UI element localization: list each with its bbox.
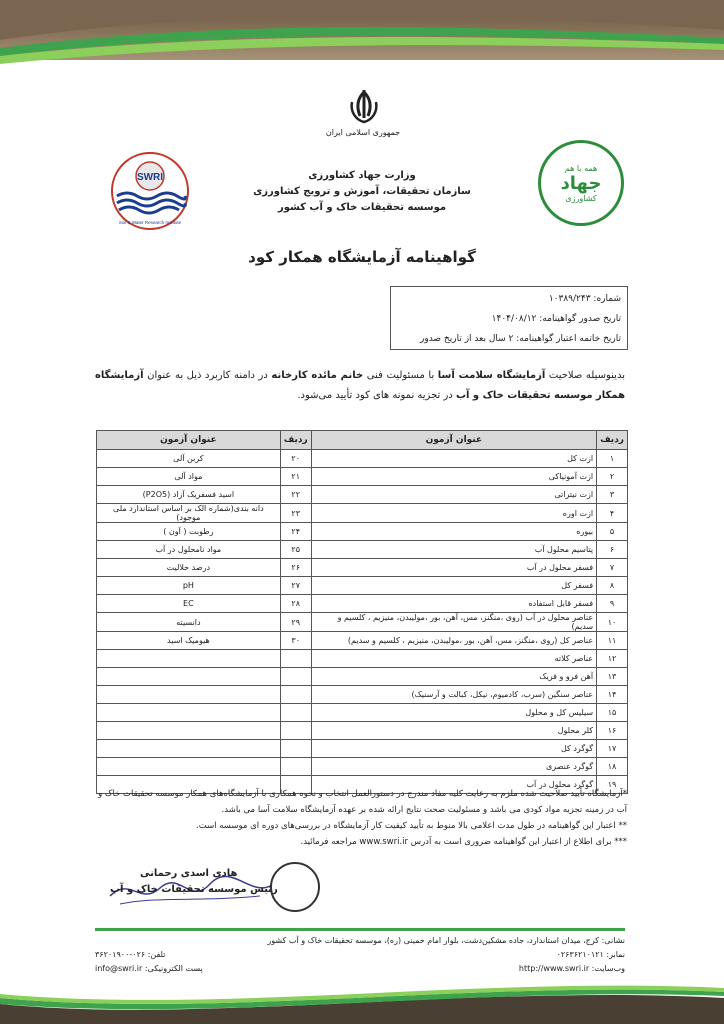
row-number: ۲۰: [280, 450, 311, 468]
ministry-line: وزارت جهاد کشاورزی: [308, 170, 416, 181]
footer-phone: تلفن: ۰۲۶-۳۶۲۰۱۹۰۰: [95, 950, 166, 959]
row-number: [280, 740, 311, 758]
row-number: ۱۲: [597, 650, 628, 668]
swri-logo-icon: [105, 146, 195, 236]
row-number: [280, 650, 311, 668]
table-row: [97, 668, 628, 686]
test-title: دانسیته: [97, 613, 281, 632]
test-title: رطوبت ( آون ): [97, 523, 281, 541]
test-title: pH: [97, 577, 281, 595]
table-row: [97, 704, 628, 722]
signatory-name: هادی اسدی رحمانی: [140, 868, 238, 879]
row-number: ۵: [597, 523, 628, 541]
table-row: [97, 450, 628, 468]
lab-role: آزمایشگاه همکار موسسه تحقیقات خاک و آب: [95, 370, 625, 401]
row-number: ۲۵: [280, 541, 311, 559]
test-title: فسفر کل: [311, 577, 596, 595]
certification-paragraph: [95, 366, 625, 406]
footer-fax: نمابر: ۰۲۶۳۶۲۱۰۱۲۱: [556, 950, 625, 959]
jahad-keshavarzi-logo-icon: [538, 140, 624, 226]
test-title: درصد حلالیت: [97, 559, 281, 577]
test-title: [97, 686, 281, 704]
row-number: ۲۸: [280, 595, 311, 613]
jahad-logo-main: جهاد: [560, 172, 602, 194]
row-number: [280, 668, 311, 686]
test-title: فسفر قابل استفاده: [311, 595, 596, 613]
table-row: [97, 577, 628, 595]
table-row: [97, 650, 628, 668]
technical-manager: خانم مائده کارخانه: [271, 370, 364, 381]
table-row: [97, 559, 628, 577]
row-number: ۶: [597, 541, 628, 559]
test-title: [97, 668, 281, 686]
test-title: [97, 650, 281, 668]
row-number: ۱۱: [597, 632, 628, 650]
certificate-info-box: [390, 286, 628, 350]
row-number: [280, 722, 311, 740]
table-row: [97, 740, 628, 758]
row-number: ۳۰: [280, 632, 311, 650]
footer-email[interactable]: پست الکترونیکی: info@swri.ir: [95, 964, 203, 973]
test-title: EC: [97, 595, 281, 613]
row-number: ۴: [597, 504, 628, 523]
row-number: ۹: [597, 595, 628, 613]
row-number: ۱۰: [597, 613, 628, 632]
swri-logo-subtext: Soil & Water Research Institute: [118, 220, 182, 225]
ministry-line: موسسه تحقیقات خاک و آب کشور: [277, 202, 447, 213]
test-title: گوگرد عنصری: [311, 758, 596, 776]
row-number: ۲۳: [280, 504, 311, 523]
note-item: ** اعتبار این گواهینامه در طول مدت اعلامی بالا منوط به تأیید کیفیت کار آزمایشگاه در بررسی‌های دوره ای موسسه است.: [196, 821, 627, 831]
test-title: گوگرد کل: [311, 740, 596, 758]
para-text: در دامنه کاربرد ذیل به عنوان: [143, 370, 272, 381]
test-title: مواد آلی: [97, 468, 281, 486]
row-number: ۷: [597, 559, 628, 577]
certificate-title: گواهینامه آزمایشگاه همکار کود: [248, 248, 476, 266]
issue-date: تاریخ صدور گواهینامه: ۱۴۰۴/۰۸/۱۲: [491, 314, 621, 324]
table-row: [97, 541, 628, 559]
row-number: ۱۸: [597, 758, 628, 776]
test-title: پتاسیم محلول آب: [311, 541, 596, 559]
test-title: اسید فسفریک آزاد (P2O5): [97, 486, 281, 504]
table-row: [97, 595, 628, 613]
test-title: مواد نامحلول در آب: [97, 541, 281, 559]
test-title: ازت آمونیاکی: [311, 468, 596, 486]
para-text: بدینوسیله صلاحیت: [545, 370, 625, 381]
row-number: ۲۶: [280, 559, 311, 577]
col-header-row-number: ردیف: [280, 431, 311, 450]
footer-wave: [0, 984, 724, 1024]
row-number: [280, 704, 311, 722]
test-title: [97, 758, 281, 776]
table-row: [97, 504, 628, 523]
row-number: ۲: [597, 468, 628, 486]
test-title: هیومیک اسید: [97, 632, 281, 650]
certificate-number: شماره: ۱۰۳۸۹/۲۴۳: [548, 294, 621, 304]
ministry-heading: [200, 168, 524, 216]
iran-emblem-icon: [346, 88, 382, 128]
footer-divider: [95, 928, 625, 931]
para-text: با مسئولیت فنی: [363, 370, 438, 381]
test-title: عناصر سنگین (سرب، کادمیوم، نیکل، کبالت و آرسنیک): [311, 686, 596, 704]
row-number: ۱۳: [597, 668, 628, 686]
header-wave: [0, 0, 724, 70]
jahad-logo-sub: کشاورزی: [565, 193, 597, 203]
footer-address: نشانی: کرج، میدان استاندارد، جاده مشکین‌دشت، بلوار امام خمینی (ره)، موسسه تحقیقات خاک و آب کشور: [267, 936, 625, 945]
test-title: عناصر محلول در آب (روی ،منگنز، مس، آهن، بور ،مولیبدن، منیزیم ، کلسیم و سدیم): [311, 613, 596, 632]
test-title: گوگرد محلول در آب: [311, 776, 596, 794]
footer-website[interactable]: وب‌سایت: http://www.swri.ir: [518, 964, 625, 973]
swri-logo-text: SWRI: [136, 172, 164, 183]
row-number: [280, 686, 311, 704]
test-title: [97, 704, 281, 722]
lab-name: آزمایشگاه سلامت آسا: [437, 370, 546, 381]
table-row: [97, 758, 628, 776]
row-number: ۸: [597, 577, 628, 595]
notes: [95, 786, 627, 850]
table-row: [97, 486, 628, 504]
row-number: ۲۷: [280, 577, 311, 595]
note-item: *آزمایشگاه تأیید صلاحیت شده ملزم به رعایت کلیه مفاد مندرج در دستورالعمل انتخاب و نحوه همکاری با آزمایشگاه‌های همکار موسسه تحقیقات خاک و آب در زمینه تجزیه مواد کودی می باشد و مسئولیت صحت نتایج ارائه شده بر عهده آزمایشگاه سلامت آسا می باشد.: [98, 789, 627, 815]
footer-contact: [95, 934, 625, 976]
test-title: عناصر کل (روی ،منگنز، مس، آهن، بور ،مولیبدن، منیزیم ، کلسیم و سدیم): [311, 632, 596, 650]
row-number: ۱۷: [597, 740, 628, 758]
table-row: [97, 686, 628, 704]
test-title: کلر محلول: [311, 722, 596, 740]
table-header-row: [97, 431, 628, 450]
table-row: [97, 613, 628, 632]
row-number: ۱۶: [597, 722, 628, 740]
jahad-logo-top: همه با هم: [564, 163, 598, 173]
official-stamp-icon: [270, 862, 320, 912]
test-title: کربن آلی: [97, 450, 281, 468]
test-title: عناصر کلاته: [311, 650, 596, 668]
table-row: [97, 523, 628, 541]
test-title: دانه بندی(شماره الک بر اساس استاندارد ملی موجود): [97, 504, 281, 523]
row-number: ۱: [597, 450, 628, 468]
note-item: *** برای اطلاع از اعتبار این گواهینامه ضروری است به آدرس www.swri.ir مراجعه فرمائید.: [300, 837, 627, 847]
test-title: سیلیس کل و محلول: [311, 704, 596, 722]
table-row: [97, 468, 628, 486]
emblem-caption: جمهوری اسلامی ایران: [325, 128, 401, 137]
row-number: ۱۵: [597, 704, 628, 722]
test-title: [97, 722, 281, 740]
test-title: [97, 740, 281, 758]
expiry-date: تاریخ خاتمه اعتبار گواهینامه: ۲ سال بعد از تاریخ صدور: [420, 334, 621, 344]
row-number: ۲۴: [280, 523, 311, 541]
row-number: [280, 758, 311, 776]
test-title: ازت اوره: [311, 504, 596, 523]
row-number: ۳: [597, 486, 628, 504]
col-header-test-title: عنوان آزمون: [97, 431, 281, 450]
table-row: [97, 632, 628, 650]
row-number: ۲۲: [280, 486, 311, 504]
row-number: ۲۱: [280, 468, 311, 486]
col-header-row-number: ردیف: [597, 431, 628, 450]
row-number: ۱۴: [597, 686, 628, 704]
test-title: ازت کل: [311, 450, 596, 468]
test-title: بیوره: [311, 523, 596, 541]
col-header-test-title: عنوان آزمون: [311, 431, 596, 450]
row-number: ۲۹: [280, 613, 311, 632]
row-number: ۱۹: [597, 776, 628, 794]
table-row: [97, 722, 628, 740]
test-title: آهن فرو و فریک: [311, 668, 596, 686]
tests-table: [96, 430, 628, 794]
test-title: فسفر محلول در آب: [311, 559, 596, 577]
para-text: در تجزیه نمونه های کود تأیید می‌شود.: [297, 390, 456, 401]
test-title: ازت نیتراتی: [311, 486, 596, 504]
ministry-line: سازمان تحقیقات، آموزش و ترویج کشاورزی: [253, 186, 471, 197]
signatory-title: رئیس موسسه تحقیقات خاک و آب: [110, 884, 278, 895]
